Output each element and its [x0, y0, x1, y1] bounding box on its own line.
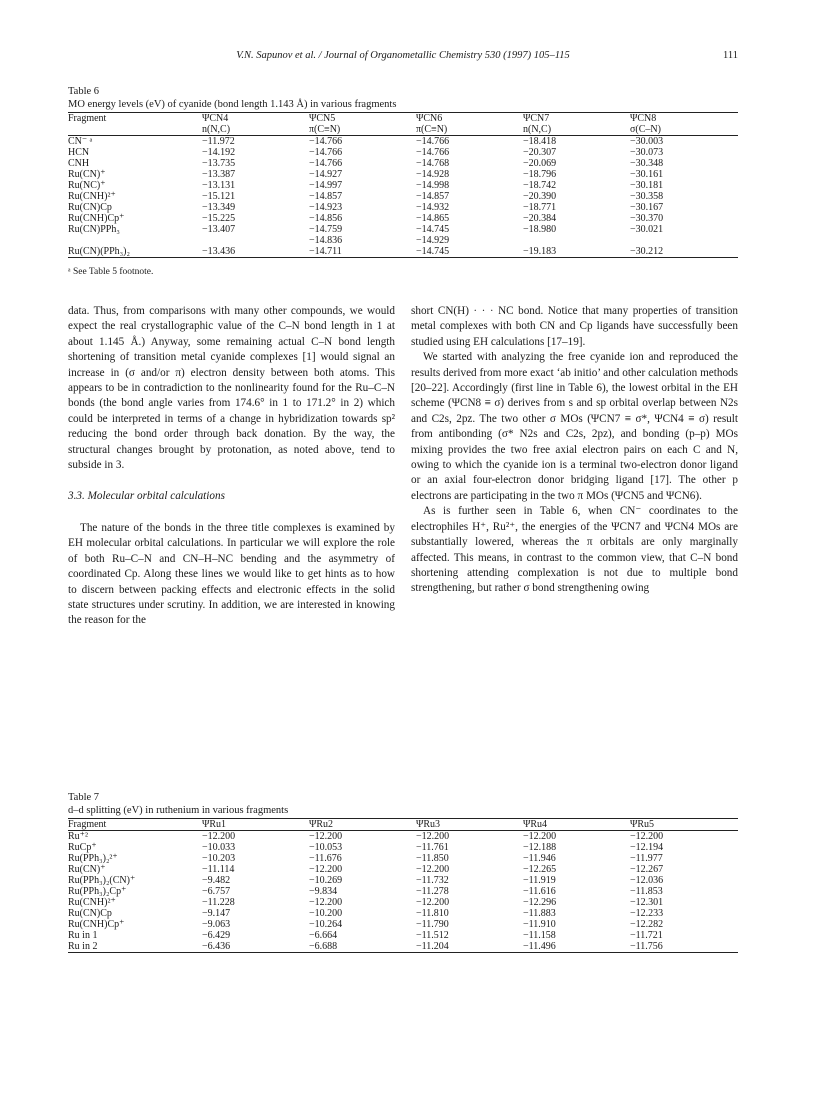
table7-col-psi3: ΨRu3 [416, 819, 523, 831]
value-cell: −11.919 [523, 875, 556, 886]
value-cell: −6.688 [309, 941, 416, 953]
value-cell: −30.181 [630, 180, 664, 191]
value-cell: −14.857 [416, 191, 450, 202]
body-text [68, 304, 738, 629]
table7-header-row [68, 819, 738, 831]
value-cell: −12.296 [523, 897, 557, 908]
fragment-cell: Ru(PPh₃)₂Cp⁺ [68, 886, 127, 897]
value-cell: −11.810 [416, 908, 449, 919]
table-row [68, 864, 738, 875]
page-number: 111 [723, 50, 738, 61]
value-cell: −14.998 [416, 180, 450, 191]
table7-col-fragment: Fragment [68, 819, 202, 831]
running-head: V.N. Sapunov et al. / Journal of Organometallic Chemistry 530 (1997) 105–115 [236, 50, 570, 61]
fragment-cell: Ru(CN)Cp [68, 908, 112, 919]
fragment-cell: Ru(CN)⁺ [68, 864, 106, 875]
value-cell: −11.278 [416, 886, 449, 897]
value-cell: −11.756 [630, 941, 738, 953]
value-cell: −18.418 [523, 136, 557, 147]
value-cell: −11.946 [523, 853, 556, 864]
fragment-cell: Ru(CN)PPh₃ [68, 224, 120, 235]
fragment-cell: Ru(PPh₃)₂²⁺ [68, 853, 118, 864]
value-cell: −12.194 [630, 842, 664, 853]
value-cell: −12.301 [630, 897, 664, 908]
table6-col-psi7: ΨCN7 [523, 113, 630, 125]
value-cell [523, 235, 630, 246]
value-cell: −12.200 [309, 831, 343, 842]
table7 [68, 818, 738, 953]
value-cell: −30.358 [630, 191, 664, 202]
fragment-cell: Ru(CN)(PPh₃)₂ [68, 246, 202, 258]
table-row [68, 897, 738, 908]
left-paragraph-1: data. Thus, from comparisons with many other compounds, we would expect the real crystallographic value of the C–N bond length in 1 at about 1.145 Å.) Anyway, some remaining actual C–N bond length shortening of transition metal cyanide complexes [1] would signal an increase in (σ and/or π) electron density between both atoms. This appears to be in contradiction to the nonlinearity found for the Ru–C–N bonds (the bond angle varies from 174.6° in 1 to 171.2° in 2) which could be interpreted in terms of a change in hybridization towards sp² reducing the bond order through back donation. By the way, the structural changes brought by protonation, as noted above, tend to subside in 3. [68, 305, 395, 472]
value-cell: −14.759 [309, 224, 343, 235]
value-cell: −30.212 [630, 246, 738, 258]
value-cell: −11.616 [523, 886, 556, 897]
fragment-cell: Ru in 1 [68, 930, 98, 941]
right-paragraph-3: As is further seen in Table 6, when CN⁻ coordinates to the electrophiles H⁺, Ru²⁺, the energies of the ΨCN7 and ΨCN4 MOs are substantially lowered, whereas the π orbitals are only marginally affected. This means, in contrast to the common view, that C–N bond shortening attending complexation is not due to multiple bond strengthening, but rather σ bond strengthening owing [411, 505, 738, 595]
value-cell: −11.732 [416, 875, 449, 886]
fragment-cell: Ru(PPh₃)₂(CN)⁺ [68, 875, 136, 886]
value-cell: −11.496 [523, 941, 630, 953]
value-cell: −14.192 [202, 147, 236, 158]
value-cell: −6.429 [202, 930, 231, 941]
table-row [68, 919, 738, 930]
table-row [68, 191, 738, 202]
value-cell: −11.114 [202, 864, 235, 875]
table-row [68, 875, 738, 886]
table6-sub-psi5: π(C≡N) [309, 124, 416, 136]
table6-sub-psi8: σ(C–N) [630, 124, 738, 136]
table6-col-fragment: Fragment [68, 113, 202, 125]
value-cell: −30.073 [630, 147, 664, 158]
value-cell: −13.349 [202, 202, 236, 213]
value-cell: −14.766 [416, 147, 450, 158]
value-cell: −6.664 [309, 930, 338, 941]
value-cell: −11.977 [630, 853, 663, 864]
table-row [68, 158, 738, 169]
value-cell: −20.390 [523, 191, 557, 202]
value-cell: −12.265 [523, 864, 557, 875]
value-cell: −11.883 [523, 908, 556, 919]
value-cell: −13.131 [202, 180, 236, 191]
value-cell: −11.721 [630, 930, 663, 941]
value-cell: −30.003 [630, 136, 664, 147]
fragment-cell: Ru(NC)⁺ [68, 180, 106, 191]
table7-title: d–d splitting (eV) in ruthenium in various fragments [68, 804, 289, 816]
table-row [68, 235, 738, 246]
value-cell: −12.267 [630, 864, 664, 875]
value-cell: −12.036 [630, 875, 664, 886]
value-cell: −14.711 [309, 246, 416, 258]
fragment-cell: Ru(CN)Cp [68, 202, 112, 213]
table-row [68, 147, 738, 158]
table6-sub-psi4: n(N,C) [202, 124, 309, 136]
value-cell: −12.188 [523, 842, 557, 853]
value-cell: −11.228 [202, 897, 235, 908]
value-cell: −14.932 [416, 202, 450, 213]
value-cell: −14.927 [309, 169, 343, 180]
value-cell: −14.766 [309, 136, 343, 147]
value-cell: −6.757 [202, 886, 231, 897]
table-row [68, 246, 738, 258]
value-cell: −30.167 [630, 202, 664, 213]
value-cell: −14.745 [416, 224, 450, 235]
value-cell: −13.735 [202, 158, 236, 169]
table7-label: Table 7 [68, 792, 100, 803]
value-cell: −13.407 [202, 224, 236, 235]
fragment-cell: Ru(CNH)Cp⁺ [68, 213, 125, 224]
value-cell: −11.972 [202, 136, 235, 147]
table-row [68, 136, 738, 148]
value-cell: −20.307 [523, 147, 557, 158]
table6-header-row [68, 113, 738, 125]
value-cell: −6.436 [202, 941, 309, 953]
table6-sub-psi6: π(C≡N) [416, 124, 523, 136]
value-cell: −12.200 [309, 864, 343, 875]
value-cell: −12.200 [416, 897, 450, 908]
value-cell: −14.745 [416, 246, 523, 258]
value-cell: −11.761 [416, 842, 449, 853]
value-cell: −10.269 [309, 875, 343, 886]
table-row [68, 930, 738, 941]
table6-sub-psi7: n(N,C) [523, 124, 630, 136]
value-cell: −11.158 [523, 930, 556, 941]
value-cell: −14.923 [309, 202, 343, 213]
value-cell [630, 235, 738, 246]
table6-col-psi6: ΨCN6 [416, 113, 523, 125]
left-column [68, 304, 395, 629]
table6-body [68, 136, 738, 258]
value-cell: −14.857 [309, 191, 343, 202]
table6-footnote: ᵃ See Table 5 footnote. [68, 267, 154, 277]
value-cell: −30.161 [630, 169, 664, 180]
table-row [68, 842, 738, 853]
table7-col-psi2: ΨRu2 [309, 819, 416, 831]
fragment-cell: Ru(CN)⁺ [68, 169, 106, 180]
value-cell: −11.204 [416, 941, 523, 953]
value-cell: −12.200 [416, 864, 450, 875]
section-heading: 3.3. Molecular orbital calculations [68, 490, 225, 503]
table7-caption [68, 792, 738, 817]
fragment-cell: Ru in 2 [68, 941, 202, 953]
fragment-cell: Ru⁺² [68, 831, 88, 842]
value-cell: −14.856 [309, 213, 343, 224]
value-cell: −19.183 [523, 246, 630, 258]
table6-col-psi8: ΨCN8 [630, 113, 738, 125]
fragment-cell: HCN [68, 147, 90, 158]
value-cell: −10.200 [309, 908, 343, 919]
value-cell: −12.282 [630, 919, 664, 930]
table-row [68, 831, 738, 843]
value-cell: −11.910 [523, 919, 556, 930]
left-paragraph-2: The nature of the bonds in the three title complexes is examined by EH molecular orbital calculations. In particular we will explore the role of both Ru–C–N and CN–H–NC bending and the asymmetry of coordinated Cp. Along these lines we would like to get hints as to how to discern between packing effects and electronic effects in the solid state structures under scrutiny. In addition, we are interested in knowing the reason for the [68, 521, 395, 627]
value-cell: −12.200 [630, 831, 664, 842]
value-cell: −11.850 [416, 853, 449, 864]
table7-col-psi5: ΨRu5 [630, 819, 738, 831]
value-cell: −14.766 [416, 136, 450, 147]
running-header [68, 50, 738, 68]
table7-col-psi4: ΨRu4 [523, 819, 630, 831]
fragment-cell: Ru(CNH)²⁺ [68, 191, 116, 202]
value-cell: −14.929 [416, 235, 450, 246]
value-cell: −18.980 [523, 224, 557, 235]
right-paragraph-2: We started with analyzing the free cyanide ion and reproduced the results derived from more exact ‘ab initio’ and other calculation methods [20–22]. Accordingly (first line in Table 6), the lowest orbital in the EH scheme (ΨCN8 ≡ σ) derives from s and sp orbital overlap between N2s and C2s, 2pz. The two other σ MOs (ΨCN7 ≡ σ*, ΨCN4 ≡ σ) result from antibonding (σ* N2s and C2s, 2pz), and bonding (p–p) MOs mixing provides the two free axial electron pairs on each C and N, owing to which the cyanide ion is a terminal two-electron donor ligand or an axial four-electron donor bridging ligand [17]. The other p electrons are participating in the two π MOs (ΨCN5 and ΨCN6). [411, 351, 738, 502]
value-cell: −11.676 [309, 853, 342, 864]
right-column [411, 304, 738, 629]
value-cell: −15.121 [202, 191, 236, 202]
value-cell: −10.033 [202, 842, 236, 853]
table7-body [68, 831, 738, 953]
table-row [68, 886, 738, 897]
value-cell: −9.482 [202, 875, 231, 886]
value-cell: −12.200 [309, 897, 343, 908]
value-cell: −14.997 [309, 180, 343, 191]
table6-sub-fragment [68, 124, 202, 136]
value-cell: −14.766 [309, 147, 343, 158]
table6 [68, 112, 738, 258]
table6-caption [68, 86, 738, 111]
value-cell: −10.053 [309, 842, 343, 853]
value-cell: −14.928 [416, 169, 450, 180]
value-cell: −30.370 [630, 213, 664, 224]
fragment-cell: Ru(CNH)Cp⁺ [68, 919, 125, 930]
value-cell: −14.768 [416, 158, 450, 169]
value-cell: −15.225 [202, 213, 236, 224]
value-cell: −9.063 [202, 919, 231, 930]
value-cell: −12.200 [202, 831, 236, 842]
value-cell: −11.790 [416, 919, 449, 930]
table-row [68, 853, 738, 864]
table-row [68, 213, 738, 224]
value-cell: −11.853 [630, 886, 663, 897]
value-cell: −20.069 [523, 158, 557, 169]
table6-title: MO energy levels (eV) of cyanide (bond length 1.143 Å) in various fragments [68, 98, 397, 110]
table-row [68, 169, 738, 180]
value-cell [202, 235, 309, 246]
value-cell: −11.512 [416, 930, 449, 941]
value-cell: −9.834 [309, 886, 338, 897]
value-cell: −10.203 [202, 853, 236, 864]
value-cell: −14.865 [416, 213, 450, 224]
fragment-cell: Ru(CNH)²⁺ [68, 897, 116, 908]
value-cell: −12.200 [523, 831, 557, 842]
table-row [68, 908, 738, 919]
fragment-cell: RuCp⁺ [68, 842, 97, 853]
fragment-cell [68, 235, 202, 246]
fragment-cell: CNH [68, 158, 90, 169]
table6-subheader-row [68, 124, 738, 136]
table-row [68, 180, 738, 191]
table-row [68, 941, 738, 953]
table7-col-psi1: ΨRu1 [202, 819, 309, 831]
value-cell: −10.264 [309, 919, 343, 930]
value-cell: −13.436 [202, 246, 309, 258]
value-cell: −20.384 [523, 213, 557, 224]
right-paragraph-1: short CN(H) · · · NC bond. Notice that many properties of transition metal complexes with both CN and Cp ligands have successfully been studied using EH calculations [17–19]. [411, 305, 738, 348]
value-cell: −30.348 [630, 158, 664, 169]
value-cell: −18.742 [523, 180, 557, 191]
value-cell: −13.387 [202, 169, 236, 180]
value-cell: −18.796 [523, 169, 557, 180]
value-cell: −18.771 [523, 202, 557, 213]
value-cell: −14.766 [309, 158, 343, 169]
value-cell: −12.200 [416, 831, 450, 842]
table6-col-psi4: ΨCN4 [202, 113, 309, 125]
value-cell: −12.233 [630, 908, 664, 919]
value-cell: −14.836 [309, 235, 343, 246]
fragment-cell: CN⁻ ᵃ [68, 136, 93, 147]
value-cell: −9.147 [202, 908, 231, 919]
value-cell: −30.021 [630, 224, 664, 235]
table6-col-psi5: ΨCN5 [309, 113, 416, 125]
table6-label: Table 6 [68, 86, 100, 97]
table-row [68, 224, 738, 235]
table-row [68, 202, 738, 213]
